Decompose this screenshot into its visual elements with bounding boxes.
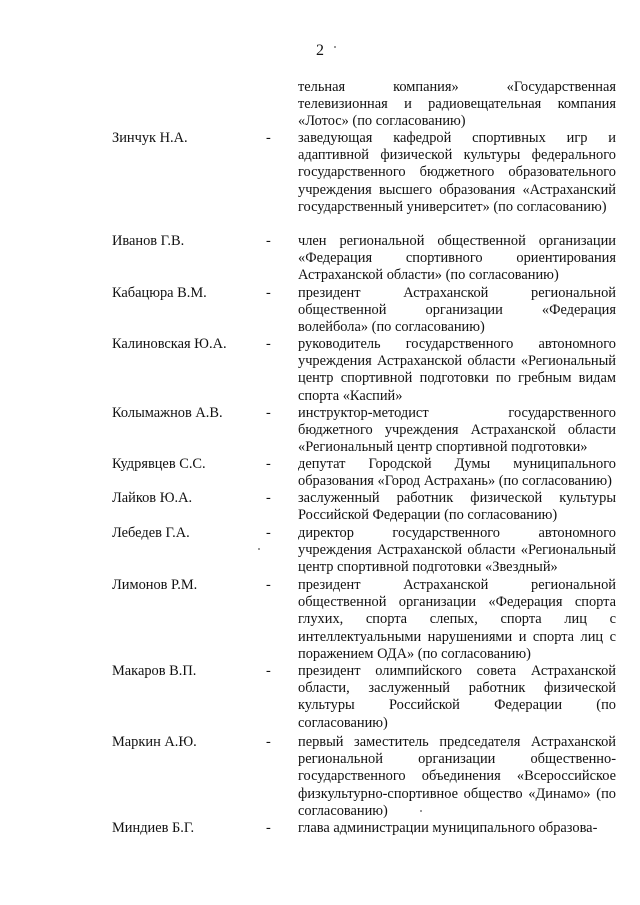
dash-separator: - xyxy=(266,285,271,301)
member-name: Лимонов Р.М. xyxy=(112,577,198,593)
member-position: глава администрации муниципального образова- xyxy=(298,820,598,836)
member-name: Лебедев Г.А. xyxy=(112,525,190,541)
dash-separator: - xyxy=(266,490,271,506)
dash-separator: - xyxy=(266,233,271,249)
member-name: Иванов Г.В. xyxy=(112,233,185,249)
member-name: Кабацюра В.М. xyxy=(112,285,207,301)
member-position: президент олимпийского совета Астраханской области, заслуженный работник физической культуры Российской Федерации (по согласованию) xyxy=(298,663,616,731)
dash-separator: - xyxy=(266,577,271,593)
scan-speck xyxy=(334,46,336,48)
member-position: член региональной общественной организации «Федерация спортивного ориентирования Астраханской области» (по согласованию) xyxy=(298,233,616,284)
member-position: руководитель государственного автономного учреждения Астраханской области «Региональный центр спортивной подготовки по гребным видам спорта «Каспий» xyxy=(298,336,616,404)
dash-separator: - xyxy=(266,336,271,352)
member-position: президент Астраханской региональной общественной организации «Федерация спорта глухих, спорта слепых, спорта лиц с интеллектуальными нарушениями и спорта лиц с поражением ОДА» (по согласованию) xyxy=(298,577,616,662)
member-name: Макаров В.П. xyxy=(112,663,197,679)
dash-separator: - xyxy=(266,820,271,836)
scan-speck xyxy=(420,810,422,812)
dash-separator: - xyxy=(266,663,271,679)
member-name: Кудрявцев С.С. xyxy=(112,456,206,472)
member-name: Зинчук Н.А. xyxy=(112,130,188,146)
member-position: первый заместитель председателя Астраханской региональной организации общественно-государственного объединения «Всероссийское физкультурно-спортивное общество «Динамо» (по согласованию) xyxy=(298,734,616,819)
member-position: заведующая кафедрой спортивных игр и адаптивной физической культуры федерального государственного бюджетного образовательного учреждения высшего образования «Астраханский государственный университет» (по согласованию) xyxy=(298,130,616,215)
member-position: директор государственного автономного учреждения Астраханской области «Региональный центр спортивной подготовки «Звездный» xyxy=(298,525,616,576)
dash-separator: - xyxy=(266,734,271,750)
scan-speck xyxy=(258,548,260,550)
member-name: Колымажнов А.В. xyxy=(112,405,223,421)
page-number: 2 xyxy=(316,42,324,59)
dash-separator: - xyxy=(266,405,271,421)
dash-separator: - xyxy=(266,525,271,541)
member-name: Миндиев Б.Г. xyxy=(112,820,195,836)
member-position: инструктор-методист государственного бюджетного учреждения Астраханской области «Региональный центр спортивной подготовки» xyxy=(298,405,616,456)
member-position: заслуженный работник физической культуры Российской Федерации (по согласованию) xyxy=(298,490,616,524)
member-position: депутат Городской Думы муниципального образования «Город Астрахань» (по согласованию) xyxy=(298,456,616,490)
member-name: Лайков Ю.А. xyxy=(112,490,193,506)
dash-separator: - xyxy=(266,130,271,146)
dash-separator: - xyxy=(266,456,271,472)
member-name: Маркин А.Ю. xyxy=(112,734,197,750)
member-position: президент Астраханской региональной общественной организации «Федерация волейбола» (по согласованию) xyxy=(298,285,616,336)
member-name: Калиновская Ю.А. xyxy=(112,336,227,352)
continuation-text: тельная компания» «Государственная телевизионная и радиовещательная компания «Лотос» (по согласованию) xyxy=(298,79,616,130)
